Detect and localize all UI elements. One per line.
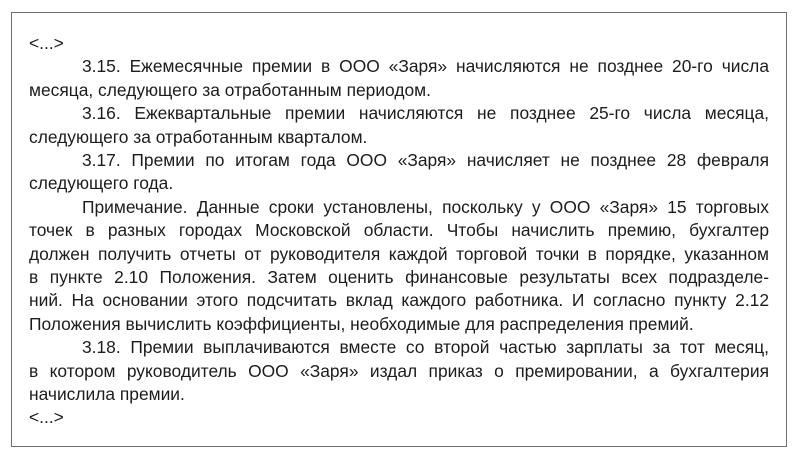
paragraph-line: 3.18. Премии выплачиваются вместе со второй частью зарплаты за тот месяц,: [82, 337, 769, 358]
document-body: [29, 32, 769, 430]
ellipsis-bottom: <...>: [29, 407, 64, 428]
paragraph-note: [29, 196, 769, 336]
paragraph-line: 3.17. Премии по итогам года ООО «Заря» начисляет не позднее 28 февраля: [82, 150, 769, 171]
paragraph-3-18: [29, 336, 769, 406]
paragraph-line: начислила премии.: [29, 384, 185, 405]
paragraph-line: ний. На основании этого подсчитать вклад каждого работника. И согласно пункту 2.12: [29, 290, 769, 311]
paragraph-line: месяца, следующего за отработанным периодом.: [29, 79, 431, 100]
ellipsis-top: <...>: [29, 33, 64, 53]
paragraph-3-15: [29, 55, 769, 102]
paragraph-line: точек в разных городах Московской области. Чтобы начислить премию, бухгалтер: [29, 220, 769, 241]
paragraph-line: Положения вычислить коэффициенты, необходимые для распределения премий.: [29, 313, 694, 334]
paragraph-line: в котором руководитель ООО «Заря» издал приказ о премировании, а бухгалтерия: [29, 360, 769, 381]
document-frame: [11, 12, 787, 447]
paragraph-line: следующего года.: [29, 173, 174, 194]
paragraph-line: 3.16. Ежеквартальные премии начисляются не позднее 25-го числа месяца,: [82, 103, 769, 124]
paragraph-line: Примечание. Данные сроки установлены, поскольку у ООО «Заря» 15 торговых: [82, 196, 769, 217]
paragraph-line: следующего за отработанным кварталом.: [29, 126, 368, 147]
paragraph-3-16: [29, 102, 769, 149]
paragraph-3-17: [29, 149, 769, 196]
paragraph-line: должен получить отчеты от руководителя каждой торговой точки в порядке, указанном: [29, 243, 769, 264]
paragraph-line: в пункте 2.10 Положения. Затем оценить финансовые результаты всех подразделе-: [29, 267, 769, 288]
paragraph-line: 3.15. Ежемесячные премии в ООО «Заря» начисляются не позднее 20-го числа: [82, 56, 769, 77]
